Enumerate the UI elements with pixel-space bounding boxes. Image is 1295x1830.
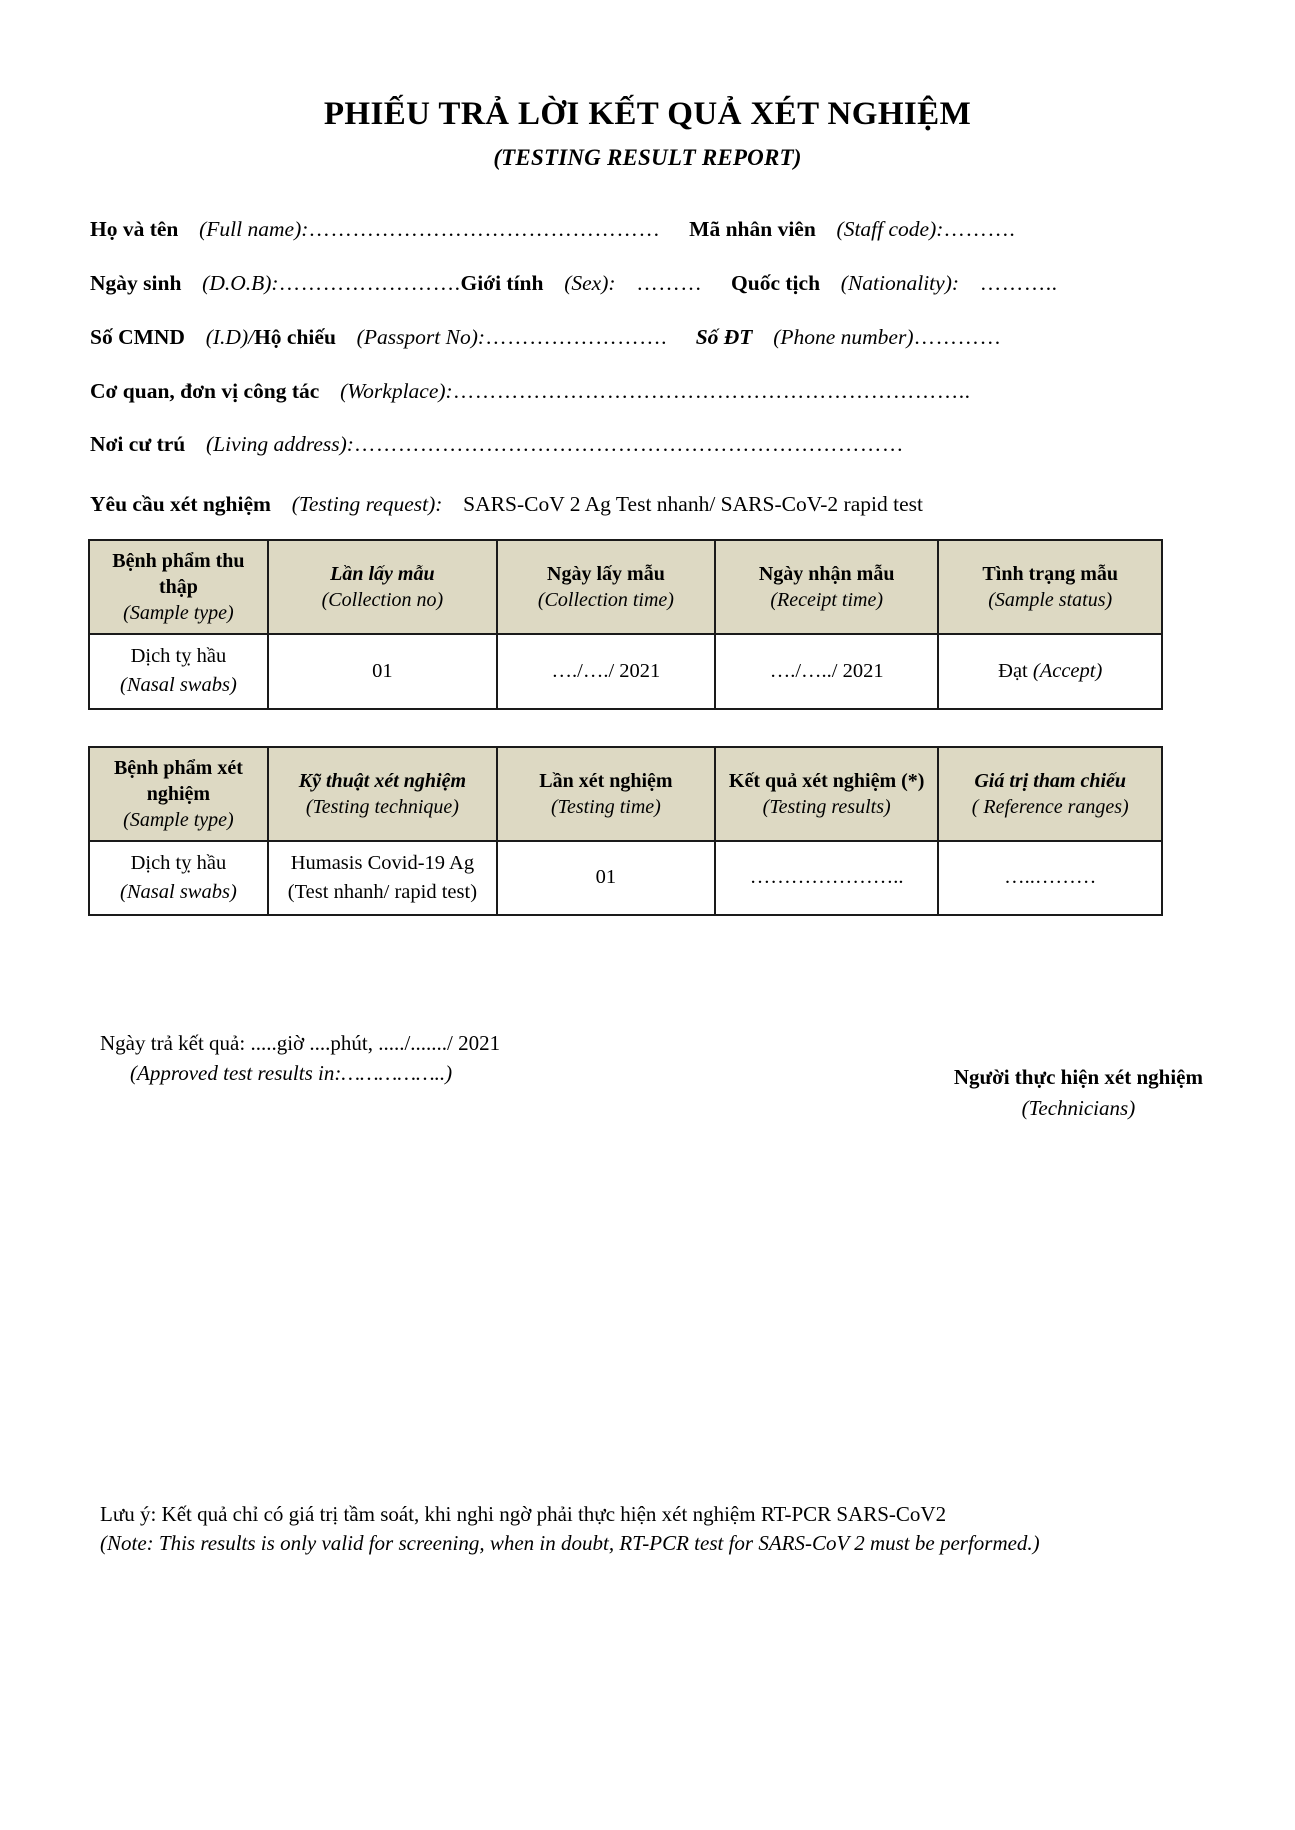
result-table-col-technique	[268, 747, 497, 841]
cell-text-en: (Accept)	[1032, 659, 1103, 682]
cell-reference-range[interactable]: …..………	[938, 841, 1162, 915]
cell-text-en: (Nasal swabs)	[120, 880, 237, 903]
patient-info-fields	[0, 216, 1295, 517]
result-table-col-testing-results	[715, 747, 939, 841]
header-text-vi: Bệnh phẩm thu thập	[112, 550, 245, 599]
dob-label-vi: Ngày sinh	[90, 270, 182, 295]
field-row-living-address	[90, 431, 1223, 458]
table-row	[89, 634, 1162, 708]
cell-collection-no: 01	[268, 634, 497, 708]
sex-label-vi: Giới tính	[460, 270, 544, 295]
field-row-workplace	[90, 378, 1223, 405]
living-address-input[interactable]: …………………………………………………………………	[353, 432, 904, 457]
note-text-vi: Lưu ý: Kết quả chỉ có giá trị tầm soát, khi nghi ngờ phải thực hiện xét nghiệm RT-PCR SARS-CoV2	[100, 1502, 947, 1526]
header-text-vi: Ngày lấy mẫu	[547, 563, 665, 586]
table-spacer	[0, 710, 1295, 746]
sample-table-col-sample-status	[938, 540, 1162, 634]
full-name-input[interactable]: …………………………………………	[308, 216, 661, 241]
header-text-vi: Lần xét nghiệm	[539, 769, 673, 792]
result-table-header-row	[89, 747, 1162, 841]
cell-text-vi: Dịch tỵ hầu	[130, 645, 227, 668]
nationality-input[interactable]: ………..	[979, 270, 1058, 295]
header-text-en: (Testing time)	[551, 795, 661, 818]
cell-text-vi: Dịch tỵ hầu	[130, 851, 227, 874]
staff-code-label-en: (Staff code):	[836, 216, 944, 241]
sample-table-col-sample-type	[89, 540, 268, 634]
cell-sample-type	[89, 634, 268, 708]
living-address-label-en: (Living address):	[206, 432, 354, 457]
dob-input[interactable]: …………………….	[278, 270, 461, 295]
workplace-label-vi: Cơ quan, đơn vị công tác	[90, 378, 320, 403]
header-text-en: (Sample status)	[988, 589, 1113, 612]
sample-table-col-collection-time	[497, 540, 715, 634]
cell-receipt-time[interactable]: …./…../ 2021	[715, 634, 939, 708]
header-text-vi: Tình trạng mẫu	[982, 563, 1119, 586]
header-text-en: (Sample type)	[123, 602, 234, 625]
cell-text-en: (Nasal swabs)	[120, 674, 237, 697]
approved-results-block	[100, 1028, 500, 1089]
technician-signature-block	[954, 1062, 1203, 1125]
cell-collection-time[interactable]: …./…./ 2021	[497, 634, 715, 708]
technician-label-vi: Người thực hiện xét nghiệm	[953, 1064, 1203, 1089]
technician-label-en: (Technicians)	[1021, 1096, 1136, 1121]
header-text-en: (Testing results)	[762, 795, 891, 818]
full-name-label-vi: Họ và tên	[90, 216, 179, 241]
result-table-wrapper	[0, 746, 1295, 916]
sample-table-wrapper	[0, 539, 1295, 709]
testing-request-label-vi: Yêu cầu xét nghiệm	[90, 492, 271, 517]
workplace-label-en: (Workplace):	[340, 378, 453, 403]
note-text-en: (Note: This results is only valid for screening, when in doubt, RT-PCR test for SARS-CoV 2 must be performed.)	[100, 1530, 1040, 1555]
dob-label-en: (D.O.B):	[202, 270, 279, 295]
phone-label-en: (Phone number)	[773, 324, 914, 349]
header-text-vi: Giá trị tham chiếu	[974, 769, 1127, 792]
result-table-col-testing-time	[497, 747, 715, 841]
testing-request-value: SARS-CoV 2 Ag Test nhanh/ SARS-CoV-2 rapid test	[463, 492, 923, 517]
field-row-id-passport-phone	[90, 324, 1223, 351]
id-number-label-vi: Số CMND	[90, 324, 185, 349]
table-row	[89, 841, 1162, 915]
cell-text-vi: Đạt	[998, 659, 1028, 682]
workplace-input[interactable]: ……………………………………………………………..	[452, 378, 971, 403]
cell-sample-status	[938, 634, 1162, 708]
cell-technique: Humasis Covid-19 Ag (Test nhanh/ rapid test)	[268, 841, 497, 915]
header-text-vi: Lần lấy mẫu	[330, 563, 435, 586]
nationality-label-vi: Quốc tịch	[731, 270, 821, 295]
header-text-en: (Receipt time)	[770, 589, 884, 612]
id-number-label-en: (I.D)/	[205, 324, 255, 349]
header-text-en: (Collection time)	[537, 589, 674, 612]
page-title: PHIẾU TRẢ LỜI KẾT QUẢ XÉT NGHIỆM	[323, 96, 972, 132]
title-block	[0, 96, 1295, 171]
sample-collection-table	[88, 539, 1163, 709]
passport-label-en: (Passport No):	[356, 324, 486, 349]
sample-table-col-receipt-time	[715, 540, 939, 634]
passport-label-vi: Hộ chiếu	[254, 324, 336, 349]
header-text-vi: Kết quả xét nghiệm (*)	[728, 769, 925, 792]
header-text-en: (Collection no)	[321, 589, 444, 612]
living-address-label-vi: Nơi cư trú	[90, 432, 186, 457]
phone-input[interactable]: …………	[913, 324, 1002, 349]
header-text-en: (Sample type)	[123, 808, 234, 831]
nationality-label-en: (Nationality):	[840, 270, 960, 295]
full-name-label-en: (Full name):	[199, 216, 309, 241]
staff-code-input[interactable]: ……….	[943, 216, 1016, 241]
test-result-table	[88, 746, 1163, 916]
approved-results-en: (Approved test results in:……………..)	[130, 1061, 453, 1086]
phone-label-vi: Số ĐT	[695, 324, 753, 349]
testing-request-label-en: (Testing request):	[291, 492, 443, 517]
sample-table-header-row	[89, 540, 1162, 634]
result-table-col-reference-ranges	[938, 747, 1162, 841]
staff-code-label-vi: Mã nhân viên	[689, 216, 816, 241]
result-table-col-sample-type	[89, 747, 268, 841]
field-row-testing-request	[90, 492, 1223, 517]
header-text-en: ( Reference ranges)	[971, 795, 1129, 818]
cell-sample-type	[89, 841, 268, 915]
sample-table-col-collection-no	[268, 540, 497, 634]
header-text-en: (Testing technique)	[305, 795, 459, 818]
header-text-vi: Kỹ thuật xét nghiệm	[298, 769, 467, 792]
footer-block	[0, 1028, 1295, 1148]
footer-note	[100, 1500, 1190, 1558]
cell-testing-time: 01	[497, 841, 715, 915]
field-row-full-name	[90, 216, 1223, 243]
sex-input[interactable]: ………	[636, 270, 703, 295]
header-text-vi: Bệnh phẩm xét nghiệm	[113, 756, 243, 805]
field-row-dob-sex-nationality	[90, 270, 1223, 297]
header-text-vi: Ngày nhận mẫu	[758, 563, 895, 586]
sex-label-en: (Sex):	[564, 270, 616, 295]
approved-results-vi: Ngày trả kết quả: .....giờ ....phút, ...../......./ 2021	[100, 1030, 501, 1055]
page-subtitle: (TESTING RESULT REPORT)	[493, 144, 802, 170]
passport-input[interactable]: …………………….	[485, 324, 667, 349]
cell-testing-result[interactable]: …………………..	[715, 841, 939, 915]
